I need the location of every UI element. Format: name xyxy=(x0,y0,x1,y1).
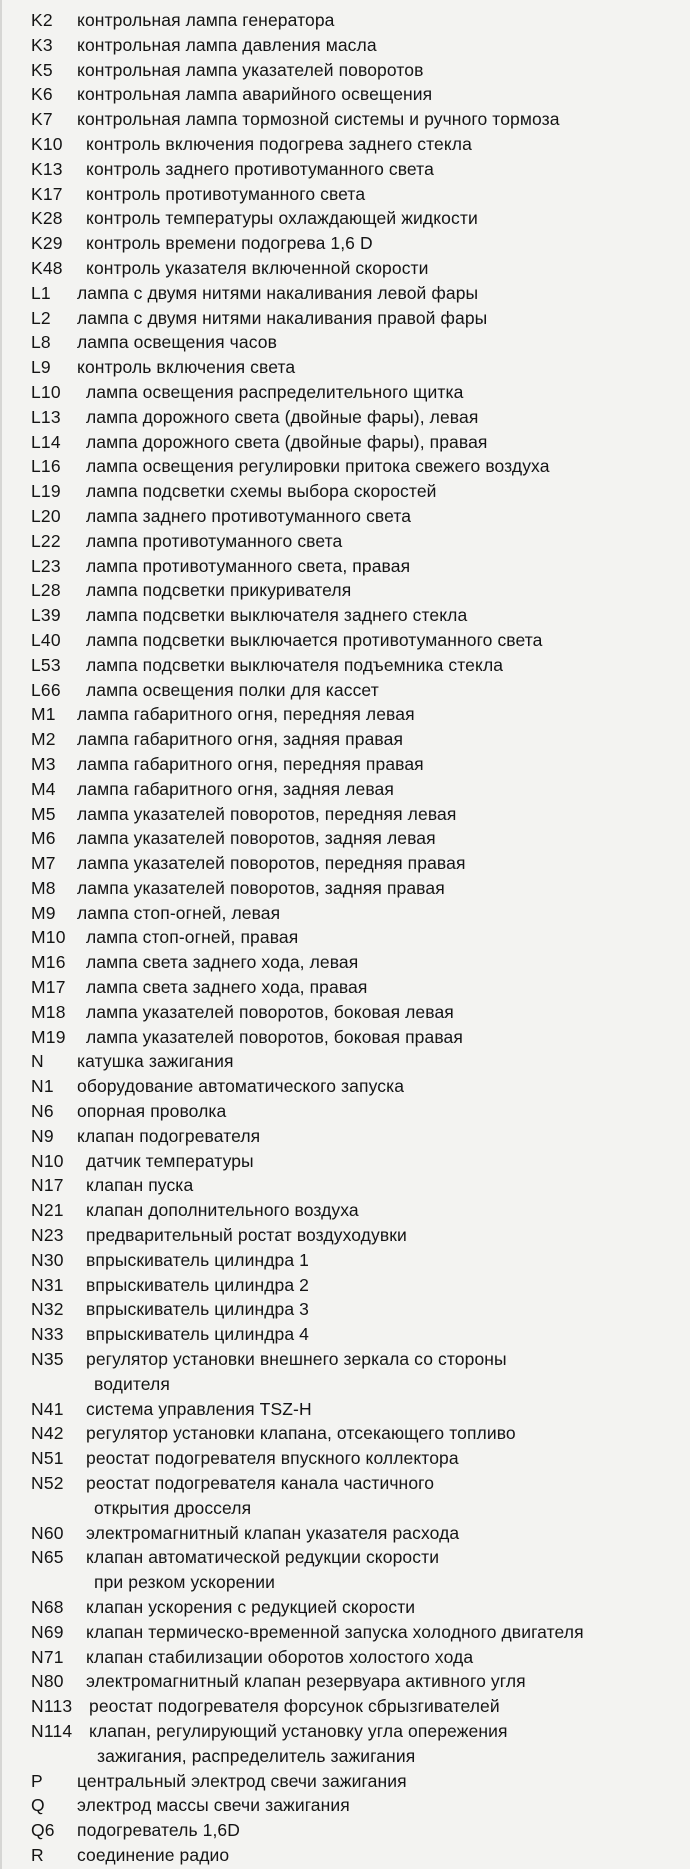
legend-code: K17 xyxy=(31,183,63,204)
legend-entry xyxy=(0,1521,690,1546)
legend-entry xyxy=(0,1719,690,1769)
legend-description-text: лампа освещения полки для кассет xyxy=(86,679,379,700)
legend-entry xyxy=(0,1421,690,1446)
legend-description xyxy=(89,1694,690,1719)
legend-description xyxy=(86,1149,690,1174)
legend-description xyxy=(77,777,690,802)
legend-code: N6 xyxy=(31,1101,54,1122)
legend-code: N1 xyxy=(31,1076,54,1097)
legend-description xyxy=(86,157,690,182)
legend-description-text: лампа света заднего хода, правая xyxy=(86,977,368,998)
legend-entry xyxy=(0,1124,690,1149)
legend-description-text: система управления TSZ-H xyxy=(86,1398,312,1419)
legend-code: L39 xyxy=(31,605,61,626)
legend-entry xyxy=(0,206,690,231)
legend-entry xyxy=(0,1818,690,1843)
legend-description xyxy=(86,1198,690,1223)
legend-code: L66 xyxy=(31,679,61,700)
legend-description xyxy=(77,752,690,777)
legend-entry xyxy=(0,107,690,132)
legend-description xyxy=(77,1818,690,1843)
legend-description xyxy=(86,1521,690,1546)
legend-code: M4 xyxy=(31,778,56,799)
legend-code: Q6 xyxy=(31,1820,55,1841)
legend-description xyxy=(86,1322,690,1347)
legend-description-text: контроль противотуманного света xyxy=(86,183,366,204)
legend-code: N9 xyxy=(31,1125,54,1146)
legend-description xyxy=(77,1793,690,1818)
legend-description xyxy=(86,603,690,628)
legend-description xyxy=(86,504,690,529)
legend-description xyxy=(77,58,690,83)
legend-entry xyxy=(0,405,690,430)
legend-description xyxy=(86,1545,690,1595)
legend-description xyxy=(77,355,690,380)
legend-description-text: центральный электрод свечи зажигания xyxy=(77,1770,407,1791)
legend-description-text: контрольная лампа аварийного освещения xyxy=(77,84,433,105)
legend-description-text: лампа света заднего хода, левая xyxy=(86,952,359,973)
legend-code: M5 xyxy=(31,803,56,824)
legend-entry xyxy=(0,8,690,33)
legend-code: L16 xyxy=(31,456,61,477)
legend-entry xyxy=(0,628,690,653)
legend-code: N80 xyxy=(31,1671,64,1692)
legend-entry xyxy=(0,1471,690,1521)
legend-description-text: электрод массы свечи зажигания xyxy=(77,1795,350,1816)
legend-description xyxy=(77,281,690,306)
legend-description xyxy=(77,876,690,901)
legend-code: L53 xyxy=(31,654,61,675)
legend-entry xyxy=(0,1793,690,1818)
legend-description xyxy=(86,578,690,603)
legend-entry xyxy=(0,1843,690,1868)
legend-entry xyxy=(0,1297,690,1322)
legend-description xyxy=(77,1049,690,1074)
legend-description-text: лампа указателей поворотов, боковая правая xyxy=(86,1026,463,1047)
legend-entry xyxy=(0,281,690,306)
legend-description xyxy=(86,1620,690,1645)
legend-description xyxy=(77,826,690,851)
legend-code: N21 xyxy=(31,1200,64,1221)
legend-entry xyxy=(0,653,690,678)
legend-code: N17 xyxy=(31,1175,64,1196)
legend-description xyxy=(77,851,690,876)
legend-description-text: оборудование автоматического запуска xyxy=(77,1076,405,1097)
legend-entry xyxy=(0,256,690,281)
legend-code: L8 xyxy=(31,332,51,353)
legend-description xyxy=(89,1719,690,1769)
legend-code: N69 xyxy=(31,1621,64,1642)
legend-description xyxy=(86,1025,690,1050)
legend-code: N35 xyxy=(31,1349,64,1370)
legend-entry xyxy=(0,1769,690,1794)
legend-description-text: впрыскиватель цилиндра 4 xyxy=(86,1324,309,1345)
legend-code: M17 xyxy=(31,977,66,998)
legend-description-text: лампа габаритного огня, передняя правая xyxy=(77,753,424,774)
legend-entry xyxy=(0,752,690,777)
legend-entry xyxy=(0,82,690,107)
legend-code: N xyxy=(31,1051,44,1072)
legend-entry xyxy=(0,1099,690,1124)
legend-description-text: лампа заднего противотуманного света xyxy=(86,505,412,526)
legend-description-text: регулятор установки внешнего зеркала со стороны xyxy=(86,1349,507,1370)
legend-description-text: лампа с двумя нитями накаливания левой фары xyxy=(77,282,479,303)
legend-entry xyxy=(0,1273,690,1298)
legend-description xyxy=(77,33,690,58)
legend-entry xyxy=(0,678,690,703)
legend-code: L19 xyxy=(31,481,61,502)
legend-code: L13 xyxy=(31,406,61,427)
legend-code: L2 xyxy=(31,307,51,328)
legend-description-continuation: открытия дросселя xyxy=(94,1497,252,1518)
legend-description xyxy=(77,727,690,752)
legend-description xyxy=(86,1173,690,1198)
legend-entry xyxy=(0,1049,690,1074)
legend-code: N42 xyxy=(31,1423,64,1444)
legend-entry xyxy=(0,430,690,455)
legend-code: N68 xyxy=(31,1597,64,1617)
legend-entry xyxy=(0,58,690,83)
legend-description xyxy=(77,107,690,132)
legend-description xyxy=(86,1397,690,1422)
legend-description xyxy=(77,8,690,33)
legend-entry xyxy=(0,925,690,950)
legend-entry xyxy=(0,901,690,926)
legend-entry xyxy=(0,777,690,802)
legend-entry xyxy=(0,132,690,157)
legend-description xyxy=(86,653,690,678)
legend-entry xyxy=(0,529,690,554)
legend-code: K6 xyxy=(31,84,53,105)
legend-entry xyxy=(0,231,690,256)
legend-entry xyxy=(0,454,690,479)
legend-entry xyxy=(0,1173,690,1198)
legend-code: K3 xyxy=(31,34,53,55)
legend-description-continuation: при резком ускорении xyxy=(94,1572,275,1593)
legend-code: N31 xyxy=(31,1274,64,1295)
legend-code: N65 xyxy=(31,1547,64,1568)
legend-description xyxy=(86,529,690,554)
legend-entry xyxy=(0,975,690,1000)
legend-code: N30 xyxy=(31,1249,64,1270)
legend-entry xyxy=(0,330,690,355)
legend-description xyxy=(77,1099,690,1124)
legend-description-text: лампа стоп-огней, левая xyxy=(77,902,281,923)
legend-entry xyxy=(0,157,690,182)
legend-description xyxy=(86,975,690,1000)
legend-code: M2 xyxy=(31,729,56,750)
legend-description xyxy=(77,1769,690,1794)
legend-description xyxy=(86,554,690,579)
legend-description xyxy=(86,430,690,455)
legend-description xyxy=(86,132,690,157)
legend-entry xyxy=(0,1025,690,1050)
legend-description-text: впрыскиватель цилиндра 2 xyxy=(86,1274,309,1295)
legend-description-text: реостат подогревателя форсунок сбрызгивателей xyxy=(89,1696,500,1717)
legend-description-text: впрыскиватель цилиндра 3 xyxy=(86,1299,309,1320)
legend-description xyxy=(86,1273,690,1298)
legend-description-text: контрольная лампа тормозной системы и ручного тормоза xyxy=(77,109,560,130)
legend-code: N51 xyxy=(31,1448,64,1469)
legend-code: L9 xyxy=(31,357,51,378)
legend-code: L10 xyxy=(31,381,61,402)
legend-entry xyxy=(0,1595,690,1620)
legend-description xyxy=(86,628,690,653)
legend-code: L23 xyxy=(31,555,61,576)
legend-code: M6 xyxy=(31,828,56,849)
legend-description-text: лампа противотуманного света xyxy=(86,530,343,551)
legend-entry xyxy=(0,1397,690,1422)
legend-description-text: регулятор установки клапана, отсекающего топливо xyxy=(86,1423,516,1444)
legend-code: L40 xyxy=(31,629,61,650)
legend-code: K48 xyxy=(31,257,63,278)
legend-entry xyxy=(0,727,690,752)
legend-description-text: контроль указателя включенной скорости xyxy=(86,257,429,278)
legend-entry xyxy=(0,1620,690,1645)
legend-description xyxy=(86,454,690,479)
legend-description-text: контроль включения света xyxy=(77,357,296,378)
legend-entry xyxy=(0,479,690,504)
legend-description-text: лампа подсветки выключается противотуманного света xyxy=(86,629,543,650)
legend-description-text: реостат подогревателя канала частичного xyxy=(86,1473,435,1494)
legend-entry xyxy=(0,1223,690,1248)
legend-description xyxy=(77,802,690,827)
legend-description xyxy=(86,256,690,281)
legend-entry xyxy=(0,554,690,579)
legend-description xyxy=(77,702,690,727)
legend-code: L1 xyxy=(31,282,51,303)
legend-code: K5 xyxy=(31,59,53,80)
legend-description-text: лампа габаритного огня, задняя правая xyxy=(77,729,404,750)
legend-code: L22 xyxy=(31,530,61,551)
legend-description xyxy=(77,306,690,331)
legend-code: N33 xyxy=(31,1324,64,1345)
legend-description-text: соединение радио xyxy=(77,1844,230,1865)
legend-code: P xyxy=(31,1770,43,1791)
legend-entry xyxy=(0,355,690,380)
legend-description xyxy=(86,1000,690,1025)
legend-description-text: контроль включения подогрева заднего стекла xyxy=(86,133,472,154)
legend-description xyxy=(77,901,690,926)
legend-code: N32 xyxy=(31,1299,64,1320)
legend-code: K10 xyxy=(31,133,63,154)
legend-code: Q xyxy=(31,1795,45,1816)
legend-code: M8 xyxy=(31,877,56,898)
legend-code: K28 xyxy=(31,208,63,229)
legend-code: N10 xyxy=(31,1150,64,1171)
legend-description xyxy=(86,1645,690,1670)
legend-description-continuation: водителя xyxy=(94,1373,170,1394)
legend-code: N52 xyxy=(31,1473,64,1494)
legend-code: L20 xyxy=(31,505,61,526)
legend-description xyxy=(77,1843,690,1868)
legend-description-continuation: зажигания, распределитель зажигания xyxy=(97,1745,416,1766)
legend-description-text: датчик температуры xyxy=(86,1150,254,1171)
legend-code: M3 xyxy=(31,753,56,774)
legend-description xyxy=(86,479,690,504)
legend-description xyxy=(86,678,690,703)
legend-description xyxy=(86,206,690,231)
legend-description-text: контроль температуры охлаждающей жидкости xyxy=(86,208,478,229)
legend-description-text: электромагнитный клапан резервуара активного угля xyxy=(86,1671,526,1692)
legend-description-text: предварительный ростат воздуходувки xyxy=(86,1225,407,1246)
legend-description-text: клапан дополнительного воздуха xyxy=(86,1200,359,1221)
legend-code: M9 xyxy=(31,902,56,923)
legend-code: M19 xyxy=(31,1026,66,1047)
legend-entry xyxy=(0,1545,690,1595)
legend-description xyxy=(86,182,690,207)
legend-description xyxy=(86,380,690,405)
legend-description xyxy=(86,1223,690,1248)
legend-description-text: клапан ускорения с редукцией скорости xyxy=(86,1597,416,1617)
legend-entry xyxy=(0,1446,690,1471)
legend-description xyxy=(86,405,690,430)
legend-description-text: лампа подсветки прикуривателя xyxy=(86,580,352,601)
legend-entry xyxy=(0,504,690,529)
legend-description xyxy=(86,1248,690,1273)
legend-description-text: лампа с двумя нитями накаливания правой фары xyxy=(77,307,488,328)
legend-description-text: лампа габаритного огня, передняя левая xyxy=(77,704,415,725)
component-legend-list xyxy=(0,8,690,1868)
legend-description-text: лампа указателей поворотов, задняя левая xyxy=(77,828,436,849)
legend-description-text: клапан, регулирующий установку угла опережения xyxy=(89,1720,508,1741)
legend-description-text: лампа габаритного огня, задняя левая xyxy=(77,778,394,799)
legend-code: N114 xyxy=(31,1720,73,1741)
legend-entry xyxy=(0,1347,690,1397)
legend-entry xyxy=(0,1669,690,1694)
legend-description-text: контроль времени подогрева 1,6 D xyxy=(86,233,373,254)
legend-code: M7 xyxy=(31,853,56,874)
legend-code: M18 xyxy=(31,1001,66,1022)
legend-description xyxy=(86,1347,690,1397)
legend-description-text: электромагнитный клапан указателя расхода xyxy=(86,1522,460,1543)
legend-code: L28 xyxy=(31,580,61,601)
legend-description xyxy=(77,1124,690,1149)
legend-description xyxy=(77,1074,690,1099)
legend-description xyxy=(86,231,690,256)
legend-description-text: лампа подсветки схемы выбора скоростей xyxy=(86,481,437,502)
legend-description-text: лампа освещения часов xyxy=(77,332,278,353)
legend-description-text: лампа дорожного света (двойные фары), правая xyxy=(86,431,488,452)
legend-code: N60 xyxy=(31,1522,64,1543)
legend-code: L14 xyxy=(31,431,61,452)
legend-code: K29 xyxy=(31,233,63,254)
legend-entry xyxy=(0,1198,690,1223)
legend-description-text: впрыскиватель цилиндра 1 xyxy=(86,1249,309,1270)
legend-description-text: лампа освещения регулировки притока свежего воздуха xyxy=(86,456,550,477)
legend-entry xyxy=(0,826,690,851)
legend-code: K13 xyxy=(31,158,63,179)
legend-description-text: лампа указателей поворотов, задняя правая xyxy=(77,877,445,898)
legend-entry xyxy=(0,950,690,975)
legend-code: K2 xyxy=(31,10,53,30)
legend-description-text: клапан пуска xyxy=(86,1175,194,1196)
legend-description-text: контрольная лампа указателей поворотов xyxy=(77,59,424,80)
legend-description-text: лампа освещения распределительного щитка xyxy=(86,381,464,402)
legend-description xyxy=(77,330,690,355)
legend-entry xyxy=(0,603,690,628)
legend-entry xyxy=(0,876,690,901)
legend-entry xyxy=(0,1074,690,1099)
legend-entry xyxy=(0,1694,690,1719)
legend-description xyxy=(86,950,690,975)
legend-description-text: катушка зажигания xyxy=(77,1051,234,1072)
legend-description-text: лампа дорожного света (двойные фары), левая xyxy=(86,406,479,427)
legend-entry xyxy=(0,1149,690,1174)
legend-entry xyxy=(0,702,690,727)
legend-entry xyxy=(0,380,690,405)
legend-description-text: лампа указателей поворотов, передняя левая xyxy=(77,803,457,824)
legend-code: M1 xyxy=(31,704,56,725)
legend-description-text: лампа противотуманного света, правая xyxy=(86,555,411,576)
legend-description xyxy=(86,1421,690,1446)
legend-entry xyxy=(0,33,690,58)
legend-entry xyxy=(0,1645,690,1670)
legend-description-text: подогреватель 1,6D xyxy=(77,1820,240,1841)
legend-entry xyxy=(0,1000,690,1025)
legend-entry xyxy=(0,1248,690,1273)
legend-description-text: контроль заднего противотуманного света xyxy=(86,158,434,179)
legend-code: N113 xyxy=(31,1696,73,1717)
legend-description-text: лампа подсветки выключателя заднего стекла xyxy=(86,605,468,626)
legend-entry xyxy=(0,578,690,603)
legend-description xyxy=(86,1669,690,1694)
legend-description-text: контрольная лампа давления масла xyxy=(77,34,377,55)
legend-code: N71 xyxy=(31,1646,64,1667)
legend-entry xyxy=(0,1322,690,1347)
legend-description xyxy=(86,1446,690,1471)
legend-description-text: лампа указателей поворотов, передняя правая xyxy=(77,853,466,874)
legend-code: M10 xyxy=(31,927,66,948)
legend-description xyxy=(77,82,690,107)
legend-code: M16 xyxy=(31,952,66,973)
legend-description-text: лампа указателей поворотов, боковая левая xyxy=(86,1001,454,1022)
legend-code: N41 xyxy=(31,1398,64,1419)
legend-description xyxy=(86,925,690,950)
legend-entry xyxy=(0,182,690,207)
legend-code: R xyxy=(31,1844,44,1865)
legend-code: N23 xyxy=(31,1225,64,1246)
legend-description-text: контрольная лампа генератора xyxy=(77,10,335,30)
legend-entry xyxy=(0,851,690,876)
legend-description-text: лампа подсветки выключателя подъемника стекла xyxy=(86,654,504,675)
legend-description-text: клапан подогревателя xyxy=(77,1125,261,1146)
legend-description-text: клапан автоматической редукции скорости xyxy=(86,1547,440,1568)
legend-entry xyxy=(0,306,690,331)
legend-description-text: реостат подогревателя впускного коллектора xyxy=(86,1448,459,1469)
legend-description-text: лампа стоп-огней, правая xyxy=(86,927,299,948)
legend-entry xyxy=(0,802,690,827)
legend-code: K7 xyxy=(31,109,53,130)
legend-description xyxy=(86,1471,690,1521)
legend-description xyxy=(86,1297,690,1322)
legend-description-text: опорная проволка xyxy=(77,1101,227,1122)
legend-description-text: клапан термическо-временной запуска холодного двигателя xyxy=(86,1621,584,1642)
legend-description xyxy=(86,1595,690,1620)
legend-description-text: клапан стабилизации оборотов холостого хода xyxy=(86,1646,474,1667)
